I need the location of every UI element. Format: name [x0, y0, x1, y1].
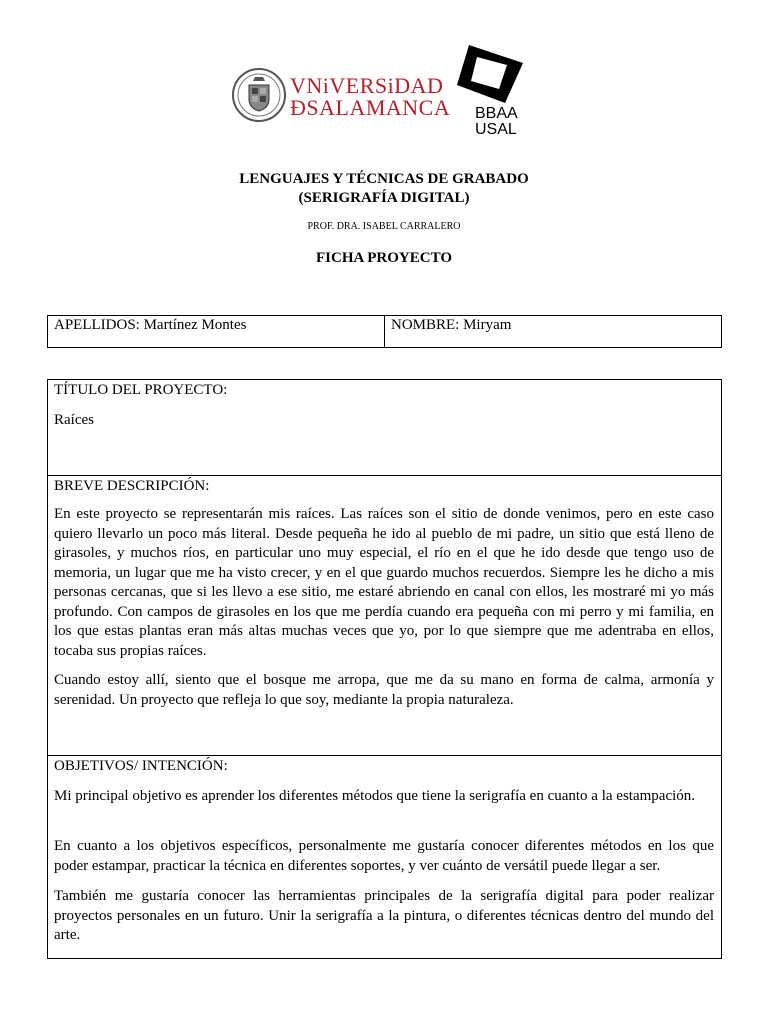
description-paragraph-1: En este proyecto se representarán mis raíces. Las raíces son el sitio de donde venimos, pero en este caso quiero llevarlo un poco más literal. Desde pequeña he ido al pueblo de mi padre, un sitio que está lleno de girasoles, y muchos ríos, en particular uno muy especial, el río en el que he ido desde que tengo uso de memoria, un lugar que me ha visto crecer, y en el que guardo muchos recuerdos. Siempre les he dicho a mis personas cercanas, que si les llevo a ese sitio, me estaré abriendo en canal con ellos, les mostraré mi yo más profundo. Con campos de girasoles en los que me perdía cuando era pequeña con mi perro y mi familia, en los que estas plantas eran más altas muchas veces que yo, por lo que siempre que me adentraba en ellos, tocaba sus propias raíces.: [54, 506, 714, 659]
university-logo: [232, 67, 451, 127]
course-title: LENGUAJES Y TÉCNICAS DE GRABADO: [239, 171, 529, 187]
objectives-paragraph-1: Mi principal objetivo es aprender los diferentes métodos que tiene la serigrafía en cuanto a la estampación.: [54, 788, 696, 804]
objectives-paragraph-2: En cuanto a los objetivos específicos, personalmente me gustaría conocer diferentes métodos en los que poder estampar, practicar la técnica en diferentes soportes, y ver cuánto de versátil puede llegar a ser.: [54, 838, 714, 874]
objectives-section: [48, 755, 721, 959]
surname-field: APELLIDOS: Martínez Montes: [48, 316, 385, 347]
title-value: Raíces: [54, 412, 94, 428]
form-title: FICHA PROYECTO: [316, 250, 452, 266]
student-table: [47, 315, 722, 348]
description-label: BREVE DESCRIPCIÓN:: [54, 478, 210, 494]
objectives-label: OBJETIVOS/ INTENCIÓN:: [54, 758, 228, 774]
project-table: [47, 379, 722, 959]
bbaa-logo-icon: [455, 43, 525, 103]
description-section: [48, 475, 721, 756]
course-subtitle: (SERIGRAFÍA DIGITAL): [298, 190, 470, 206]
university-seal-icon: [232, 67, 286, 123]
faculty-logo-text-2: USAL: [475, 121, 517, 138]
description-paragraph-2: Cuando estoy allí, siento que el bosque me arropa, que me da su mano en forma de calma, armonía y serenidad. Un proyecto que refleja lo que soy, mediante la propia naturaleza.: [54, 672, 714, 708]
university-name-line2: ÐSALAMANCA: [290, 95, 451, 120]
faculty-logo-text-1: BBAA: [475, 105, 518, 122]
university-name-line1: VNiVERSiDAD: [290, 73, 444, 98]
title-section: [48, 380, 721, 475]
objectives-paragraph-3: También me gustaría conocer las herramientas principales de la serigrafía digital para poder realizar proyectos personales en un futuro. Unir la serigrafía a la pintura, o diferentes técnicas dentro del mundo del arte.: [54, 888, 714, 943]
professor-name: PROF. DRA. ISABEL CARRALERO: [307, 221, 461, 232]
title-label: TÍTULO DEL PROYECTO:: [54, 382, 228, 398]
faculty-logo: [455, 43, 525, 138]
name-field: NOMBRE: Miryam: [391, 317, 512, 333]
